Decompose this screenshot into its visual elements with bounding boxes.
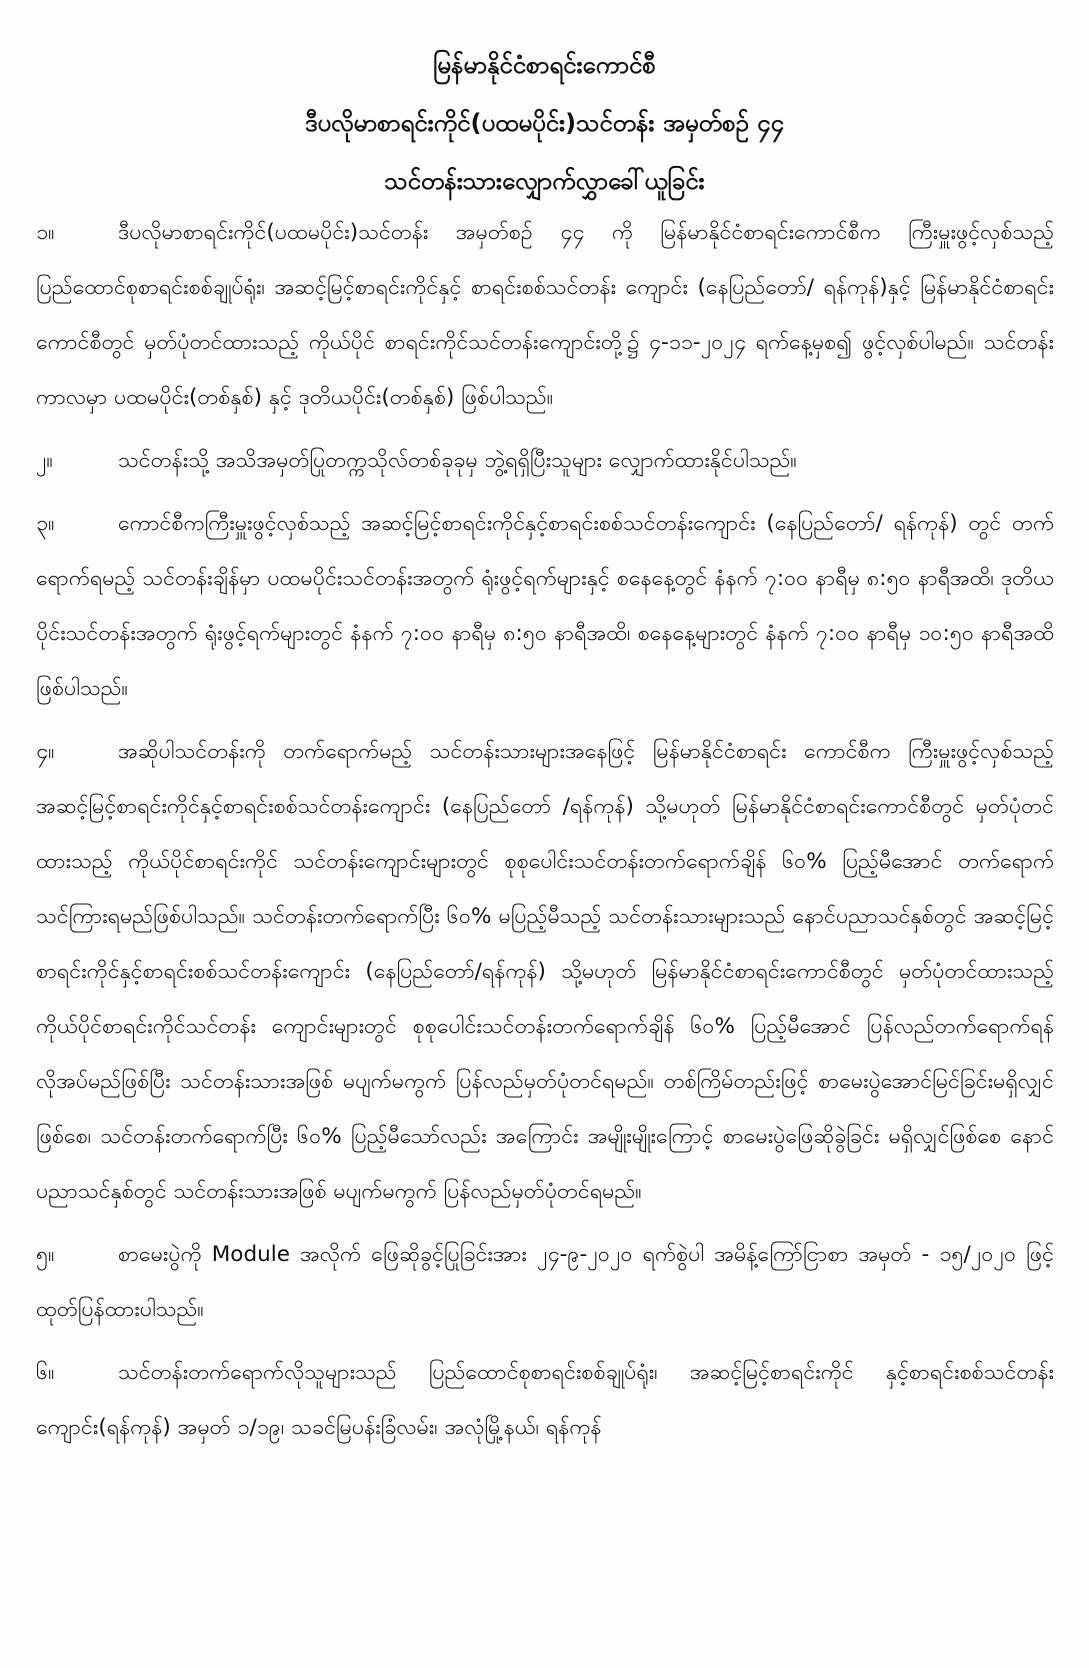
paragraph-number: ၃။ xyxy=(36,511,55,536)
paragraph-6 xyxy=(36,1345,1054,1455)
paragraph-number: ၆။ xyxy=(36,1360,55,1385)
paragraph-1 xyxy=(36,205,1054,425)
header-title-application: သင်တန်းသားလျှောက်လွှာခေါ်ယူခြင်း xyxy=(384,167,705,195)
paragraph-3 xyxy=(36,496,1054,716)
paragraph-text: စာမေးပွဲကို Module အလိုက် ဖြေဆိုခွင့်ပြုခြင်းအား ၂၄-၉-၂၀၂၀ ရက်စွဲပါ အမိန့်ကြော်ငြာစာ အမှတ် - ၁၅/၂၀၂၀ ဖြင့် ထုတ်ပြန်ထားပါသည်။ xyxy=(36,1242,1054,1322)
paragraph-text: ကောင်စီကကြီးမှူးဖွင့်လှစ်သည့် အဆင့်မြင့်စာရင်းကိုင်နှင့်စာရင်းစစ်သင်တန်းကျောင်း (နေပြည်တော်/ ရန်ကုန်) တွင် တက်ရောက်ရမည့် သင်တန်းချိန်မှာ ပထမပိုင်းသင်တန်းအတွက် ရုံးဖွင့်ရက်များနှင့် စနေနေ့တွင် နံနက် ၇:၀၀ နာရီမှ ၈:၅၀ နာရီအထိ၊ ဒုတိယပိုင်းသင်တန်းအတွက် ရုံးဖွင့်ရက်များတွင် နံနက် ၇:၀၀ နာရီမှ ၈:၅၀ နာရီအထိ၊ စနေနေ့များတွင် နံနက် ၇:၀၀ နာရီမှ ၁၀:၅၀ နာရီအထိဖြစ်ပါသည်။ xyxy=(36,511,1054,701)
paragraph-2 xyxy=(36,433,1054,488)
document-header xyxy=(0,36,1089,210)
paragraph-number: ၁။ xyxy=(36,220,55,245)
paragraph-text: ဒီပလိုမာစာရင်းကိုင်(ပထမပိုင်း)သင်တန်း အမှတ်စဉ် ၄၄ ကို မြန်မာနိုင်ငံစာရင်းကောင်စီက ကြီးမှူးဖွင့်လှစ်သည့် ပြည်ထောင်စုစာရင်းစစ်ချုပ်ရုံး၊ အဆင့်မြင့်စာရင်းကိုင်နှင့် စာရင်းစစ်သင်တန်း ကျောင်း (နေပြည်တော်/ ရန်ကုန်)နှင့် မြန်မာနိုင်ငံစာရင်းကောင်စီတွင် မှတ်ပုံတင်ထားသည့် ကိုယ်ပိုင် စာရင်းကိုင်သင်တန်းကျောင်းတို့၌ ၄-၁၁-၂၀၂၄ ရက်နေ့မှစ၍ ဖွင့်လှစ်ပါမည်။ သင်တန်းကာလမှာ ပထမပိုင်း(တစ်နှစ်) နှင့် ဒုတိယပိုင်း(တစ်နှစ်) ဖြစ်ပါသည်။ xyxy=(36,220,1054,410)
paragraph-5 xyxy=(36,1227,1054,1337)
paragraph-text: အဆိုပါသင်တန်းကို တက်ရောက်မည့် သင်တန်းသားများအနေဖြင့် မြန်မာနိုင်ငံစာရင်း ကောင်စီက ကြီးမှူးဖွင့်လှစ်သည့် အဆင့်မြင့်စာရင်းကိုင်နှင့်စာရင်းစစ်သင်တန်းကျောင်း (နေပြည်တော် /ရန်ကုန်) သို့မဟုတ် မြန်မာနိုင်ငံစာရင်းကောင်စီတွင် မှတ်ပုံတင်ထားသည့် ကိုယ်ပိုင်စာရင်းကိုင် သင်တန်းကျောင်းများတွင် စုစုပေါင်းသင်တန်းတက်ရောက်ချိန် ၆၀% ပြည့်မီအောင် တက်ရောက် သင်ကြားရမည်ဖြစ်ပါသည်။ သင်တန်းတက်ရောက်ပြီး ၆၀% မပြည့်မီသည့် သင်တန်းသားများသည် နောင်ပညာသင်နှစ်တွင် အဆင့်မြင့်စာရင်းကိုင်နှင့်စာရင်းစစ်သင်တန်းကျောင်း (နေပြည်တော်/ရန်ကုန်) သို့မဟုတ် မြန်မာနိုင်ငံစာရင်းကောင်စီတွင် မှတ်ပုံတင်ထားသည့် ကိုယ်ပိုင်စာရင်းကိုင်သင်တန်း ကျောင်းများတွင် စုစုပေါင်းသင်တန်းတက်ရောက်ချိန် ၆၀% ပြည့်မီအောင် ပြန်လည်တက်ရောက်ရန် လိုအပ်မည်ဖြစ်ပြီး သင်တန်းသားအဖြစ် မပျက်မကွက် ပြန်လည်မှတ်ပုံတင်ရမည်။ တစ်ကြိမ်တည်းဖြင့် စာမေးပွဲအောင်မြင်ခြင်းမရှိလျှင်ဖြစ်စေ၊ သင်တန်းတက်ရောက်ပြီး ၆၀% ပြည့်မီသော်လည်း အကြောင်း အမျိုးမျိုးကြောင့် စာမေးပွဲဖြေဆိုခွဲခြင်း မရှိလျှင်ဖြစ်စေ နောင်ပညာသင်နှစ်တွင် သင်တန်းသားအဖြစ် မပျက်မကွက် ပြန်လည်မှတ်ပုံတင်ရမည်။ xyxy=(36,739,1054,1204)
paragraph-number: ၄။ xyxy=(36,739,55,764)
header-title-course: ဒီပလိုမာစာရင်းကိုင်(ပထမပိုင်း)သင်တန်း အမှတ်စဉ် ၄၄ xyxy=(304,109,785,137)
paragraph-4 xyxy=(36,724,1054,1219)
paragraph-text: သင်တန်းတက်ရောက်လိုသူများသည် ပြည်ထောင်စုစာရင်းစစ်ချုပ်ရုံး၊ အဆင့်မြင့်စာရင်းကိုင် နှင့်စာရင်းစစ်သင်တန်းကျောင်း(ရန်ကုန်) အမှတ် ၁/၁၉၊ သခင်မြပန်းခြံလမ်း၊ အလုံမြို့နယ်၊ ရန်ကုန် xyxy=(36,1360,1054,1440)
document-body xyxy=(36,205,1054,1455)
paragraph-text: သင်တန်းသို့ အသိအမှတ်ပြုတက္ကသိုလ်တစ်ခုခုမှ ဘွဲ့ရရှိပြီးသူများ လျှောက်ထားနိုင်ပါသည်။ xyxy=(118,448,797,473)
paragraph-number: ၂။ xyxy=(36,448,54,473)
header-title-council: မြန်မာနိုင်ငံစာရင်းကောင်စီ xyxy=(433,51,656,79)
paragraph-number: ၅။ xyxy=(36,1242,55,1267)
